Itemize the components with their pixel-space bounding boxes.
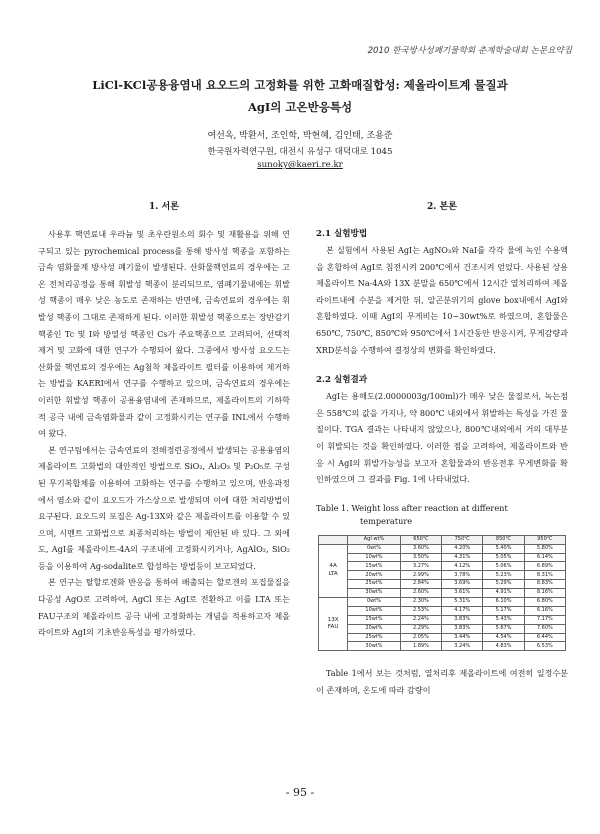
weight-loss-cell: 6.89% — [524, 562, 565, 571]
weight-loss-cell: 8.83% — [524, 580, 565, 589]
weight-loss-cell: 3.24% — [442, 642, 483, 651]
table-row — [319, 606, 566, 615]
weight-loss-cell: 4.17% — [442, 606, 483, 615]
table-row — [319, 562, 566, 571]
table-header-row — [319, 535, 566, 544]
zeolite-group-type: FAU — [327, 624, 339, 631]
table-discussion-paragraph: Table 1에서 보는 것처럼, 열처리후 제올라이트에 여전히 일정수분이 존재하며, 온도에 따라 감량이 — [316, 668, 568, 695]
weight-loss-cell: 3.78% — [442, 571, 483, 580]
table-row — [319, 571, 566, 580]
weight-loss-cell: 3.50% — [400, 553, 441, 562]
weight-loss-cell: 6.10% — [483, 597, 524, 606]
section-heading-main: 2. 본론 — [427, 202, 457, 212]
table-row — [319, 553, 566, 562]
weight-loss-cell: 2.99% — [400, 571, 441, 580]
author-list: 여선옥, 박환서, 조인학, 박현혜, 김인태, 조용준 — [207, 131, 393, 141]
weight-loss-cell: 6.53% — [524, 642, 565, 651]
weight-loss-cell: 6.80% — [524, 597, 565, 606]
paper-title-line-2: AgI의 고온반응특성 — [247, 100, 353, 114]
agi-content-cell: 25wt% — [348, 633, 401, 642]
conference-header: 2010 한국방사성폐기물학회 춘계학술대회 논문요약집 — [367, 46, 572, 56]
agi-content-cell: 10wt% — [348, 606, 401, 615]
weight-loss-cell: 3.83% — [442, 624, 483, 633]
table-header-cell: 650℃ — [400, 535, 441, 544]
weight-loss-cell: 4.54% — [483, 633, 524, 642]
agi-content-cell: 20wt% — [348, 624, 401, 633]
weight-loss-cell: 8.31% — [524, 571, 565, 580]
agi-content-cell: 0wt% — [348, 597, 401, 606]
weight-loss-cell: 2.29% — [400, 624, 441, 633]
table-header-cell: AgI wt% — [348, 535, 401, 544]
weight-loss-cell: 1.89% — [400, 642, 441, 651]
agi-content-cell: 30wt% — [348, 589, 401, 598]
subsection-heading-method: 2.1 실험방법 — [316, 229, 368, 239]
agi-content-cell: 15wt% — [348, 562, 401, 571]
weight-loss-cell: 2.30% — [400, 597, 441, 606]
table-header-cell — [319, 535, 348, 544]
weight-loss-cell: 5.40% — [483, 544, 524, 553]
weight-loss-cell: 4.91% — [483, 589, 524, 598]
weight-loss-cell: 4.83% — [483, 642, 524, 651]
weight-loss-cell: 5.80% — [524, 544, 565, 553]
zeolite-group-name: 4A — [329, 563, 337, 570]
zeolite-group-label — [319, 544, 348, 597]
author-email[interactable]: sunoky@kaeri.re.kr — [257, 160, 343, 170]
table-row — [319, 624, 566, 633]
zeolite-group-label — [319, 597, 348, 650]
weight-loss-cell: 2.53% — [400, 606, 441, 615]
table-caption-text: Weight loss after reaction at different — [351, 502, 508, 513]
table-row — [319, 597, 566, 606]
weight-loss-cell: 3.27% — [400, 562, 441, 571]
weight-loss-cell: 7.17% — [524, 615, 565, 624]
zeolite-group-type: LTA — [328, 570, 338, 577]
table-row — [319, 615, 566, 624]
table-caption-continued: temperature — [360, 516, 413, 527]
weight-loss-cell: 5.23% — [483, 571, 524, 580]
agi-content-cell: 15wt% — [348, 615, 401, 624]
zeolite-group-name: 13X — [327, 616, 339, 623]
weight-loss-cell: 3.61% — [442, 589, 483, 598]
agi-content-cell: 25wt% — [348, 580, 401, 589]
results-paragraph: AgI는 용해도(2.0000003g/100ml)가 매우 낮은 물질로서, 녹는점은 558℃의 값을 가지나, 약 800℃ 내외에서 휘발하는 특성을 가진 물질이다. TGA 결과는 나타내지 않았으나, 800℃내외에서 거의 대부분이 휘발되는 것을 확인하였다. 이러한 점을 고려하여, 제올라이트와 반응 시 AgI의 휘발가능성을 보고자 혼합물과의 반응전후 무게변화를 확인하였으며 그 결과를 Fig. 1에 나타내었다. — [316, 391, 568, 485]
table-caption — [316, 502, 568, 529]
weight-loss-cell: 8.16% — [524, 589, 565, 598]
weight-loss-cell: 3.44% — [442, 633, 483, 642]
paper-title-line-1: LiCl-KCl공용융염내 요오드의 고정화를 위한 고화매질합성: 제올라이트계 물질과 — [92, 78, 508, 92]
weight-loss-cell: 4.20% — [442, 544, 483, 553]
table-header-cell: 950℃ — [524, 535, 565, 544]
weight-loss-cell: 2.60% — [400, 589, 441, 598]
intro-paragraph-3: 본 연구는 탈할로겐화 반응을 통하여 배출되는 할로겐의 포집물질을 다공성 AgO로 고려하여, AgCl 또는 AgI로 전환하고 이를 LTA 또는 FAU구조의 제올라이트 공극 내에 고정화하는 개념을 적용하고자 제올라이트와 AgI의 기초반응특성을 평가하였다. — [38, 577, 290, 638]
weight-loss-cell: 6.16% — [524, 606, 565, 615]
weight-loss-cell: 2.84% — [400, 580, 441, 589]
table-caption-label: Table 1. — [316, 502, 349, 513]
table-header-cell: 850℃ — [483, 535, 524, 544]
weight-loss-cell: 5.67% — [483, 624, 524, 633]
table-row — [319, 589, 566, 598]
intro-paragraph-1: 사용후 핵연료내 우라늄 및 초우란원소의 회수 및 재활용을 위해 연구되고 있는 pyrochemical process를 통해 방사성 핵종을 포함하는 금속 염화물계 방사성 폐기물이 발생된다. 산화물핵연료의 경우에는 고온 전처리공정을 통해 휘발성 핵종이 분리되므로, 염폐기물내에는 휘발성 핵종이 매우 낮은 농도로 존재하는 반면에, 금속연료의 경우에는 휘발성 핵종이 그대로 존재하게 된다. 이러한 휘발성 핵종으로는 장반감기 핵종인 Tc 및 I와 방열성 핵종인 Cs가 주요핵종으로 고려되어, 선택적 제거 및 고화에 대한 연구가 수행되어 왔다. 그중에서 방사성 요오드는 산화물 핵연료의 경우에는 Ag첨착 제올라이트 필터를 이용하여 제거하는 방법을 KAERI에서 연구를 수행하고 있으며, 금속연료의 경우에는 이러한 휘발성 핵종이 공용융염내에 존재하므로, 제올라이트의 기하학적 공극 내에 금속염화물과 같이 고정화시키는 연구를 INL에서 수행하여 왔다. — [38, 229, 290, 439]
weight-loss-cell: 5.17% — [483, 606, 524, 615]
weight-loss-cell: 3.60% — [400, 544, 441, 553]
agi-content-cell: 30wt% — [348, 642, 401, 651]
agi-content-cell: 10wt% — [348, 553, 401, 562]
weight-loss-cell: 5.31% — [442, 597, 483, 606]
weight-loss-cell: 6.14% — [524, 553, 565, 562]
table-row — [319, 544, 566, 553]
weight-loss-cell: 2.05% — [400, 633, 441, 642]
weight-loss-cell: 2.24% — [400, 615, 441, 624]
method-paragraph: 본 실험에서 사용된 AgI는 AgNO₃와 NaI를 각각 물에 녹인 수용액을 혼합하여 AgI로 침전시켜 200℃에서 건조시켜 얻었다. 사용된 상용 제올라이트 Na-4A와 13X 분말을 650℃에서 12시간 열처리하여 제올라이트내에 수분을 제거한 뒤, 알곤분위기의 glove box내에서 AgI와 혼합하였다. 이때 AgI의 무게비는 10~30wt%로 하였으며, 혼합물은 650℃, 750℃, 850℃와 950℃에서 1시간동안 반응시켜, 무게감량과 XRD분석을 수행하여 결정상의 변화를 확인하였다. — [316, 245, 568, 355]
weight-loss-cell: 6.44% — [524, 633, 565, 642]
weight-loss-cell: 7.60% — [524, 624, 565, 633]
table-row — [319, 633, 566, 642]
weight-loss-cell: 3.69% — [442, 580, 483, 589]
weight-loss-table — [318, 535, 566, 652]
weight-loss-cell: 5.43% — [483, 615, 524, 624]
page-number: - 95 - — [285, 786, 315, 799]
subsection-heading-results: 2.2 실험결과 — [316, 375, 368, 386]
affiliation: 한국원자력연구원, 대전시 유성구 대덕대로 1045 — [207, 147, 393, 157]
right-column — [316, 200, 568, 698]
weight-loss-cell: 5.29% — [483, 580, 524, 589]
left-column — [38, 200, 290, 641]
agi-content-cell: 0wt% — [348, 544, 401, 553]
table-row — [319, 580, 566, 589]
weight-loss-cell: 5.05% — [483, 553, 524, 562]
weight-loss-cell: 4.12% — [442, 562, 483, 571]
agi-content-cell: 20wt% — [348, 571, 401, 580]
weight-loss-cell: 5.06% — [483, 562, 524, 571]
weight-loss-cell: 4.31% — [442, 553, 483, 562]
table-header-cell: 750℃ — [442, 535, 483, 544]
table-row — [319, 642, 566, 651]
weight-loss-cell: 3.83% — [442, 615, 483, 624]
intro-paragraph-2: 본 연구팀에서는 금속연료의 전해정련공정에서 발생되는 공용융염의 제올라이트 고화법의 대안적인 방법으로 SiO₂, Al₂O₃ 및 P₂O₅로 구성된 무기복합체를 이용하여 고화하는 연구를 수행하고 있으며, 반응과정에서 염소와 같이 요오드가 가스상으로 발생되며 이에 대한 처리방법이 요구된다. 요오드의 포집은 Ag-13X와 같은 제올라이트를 이용할 수 있으며, 시멘트 고화법으로 최종처리하는 방법이 제안된 바 있다. 그 외에도, AgI를 제올라이트-4A의 구조내에 고정화시키거나, AgAlO₂, SiO₂등을 이용하여 Ag-sodalite로 합성하는 방법등이 보고되었다. — [38, 444, 290, 571]
section-heading-introduction: 1. 서론 — [149, 202, 179, 212]
